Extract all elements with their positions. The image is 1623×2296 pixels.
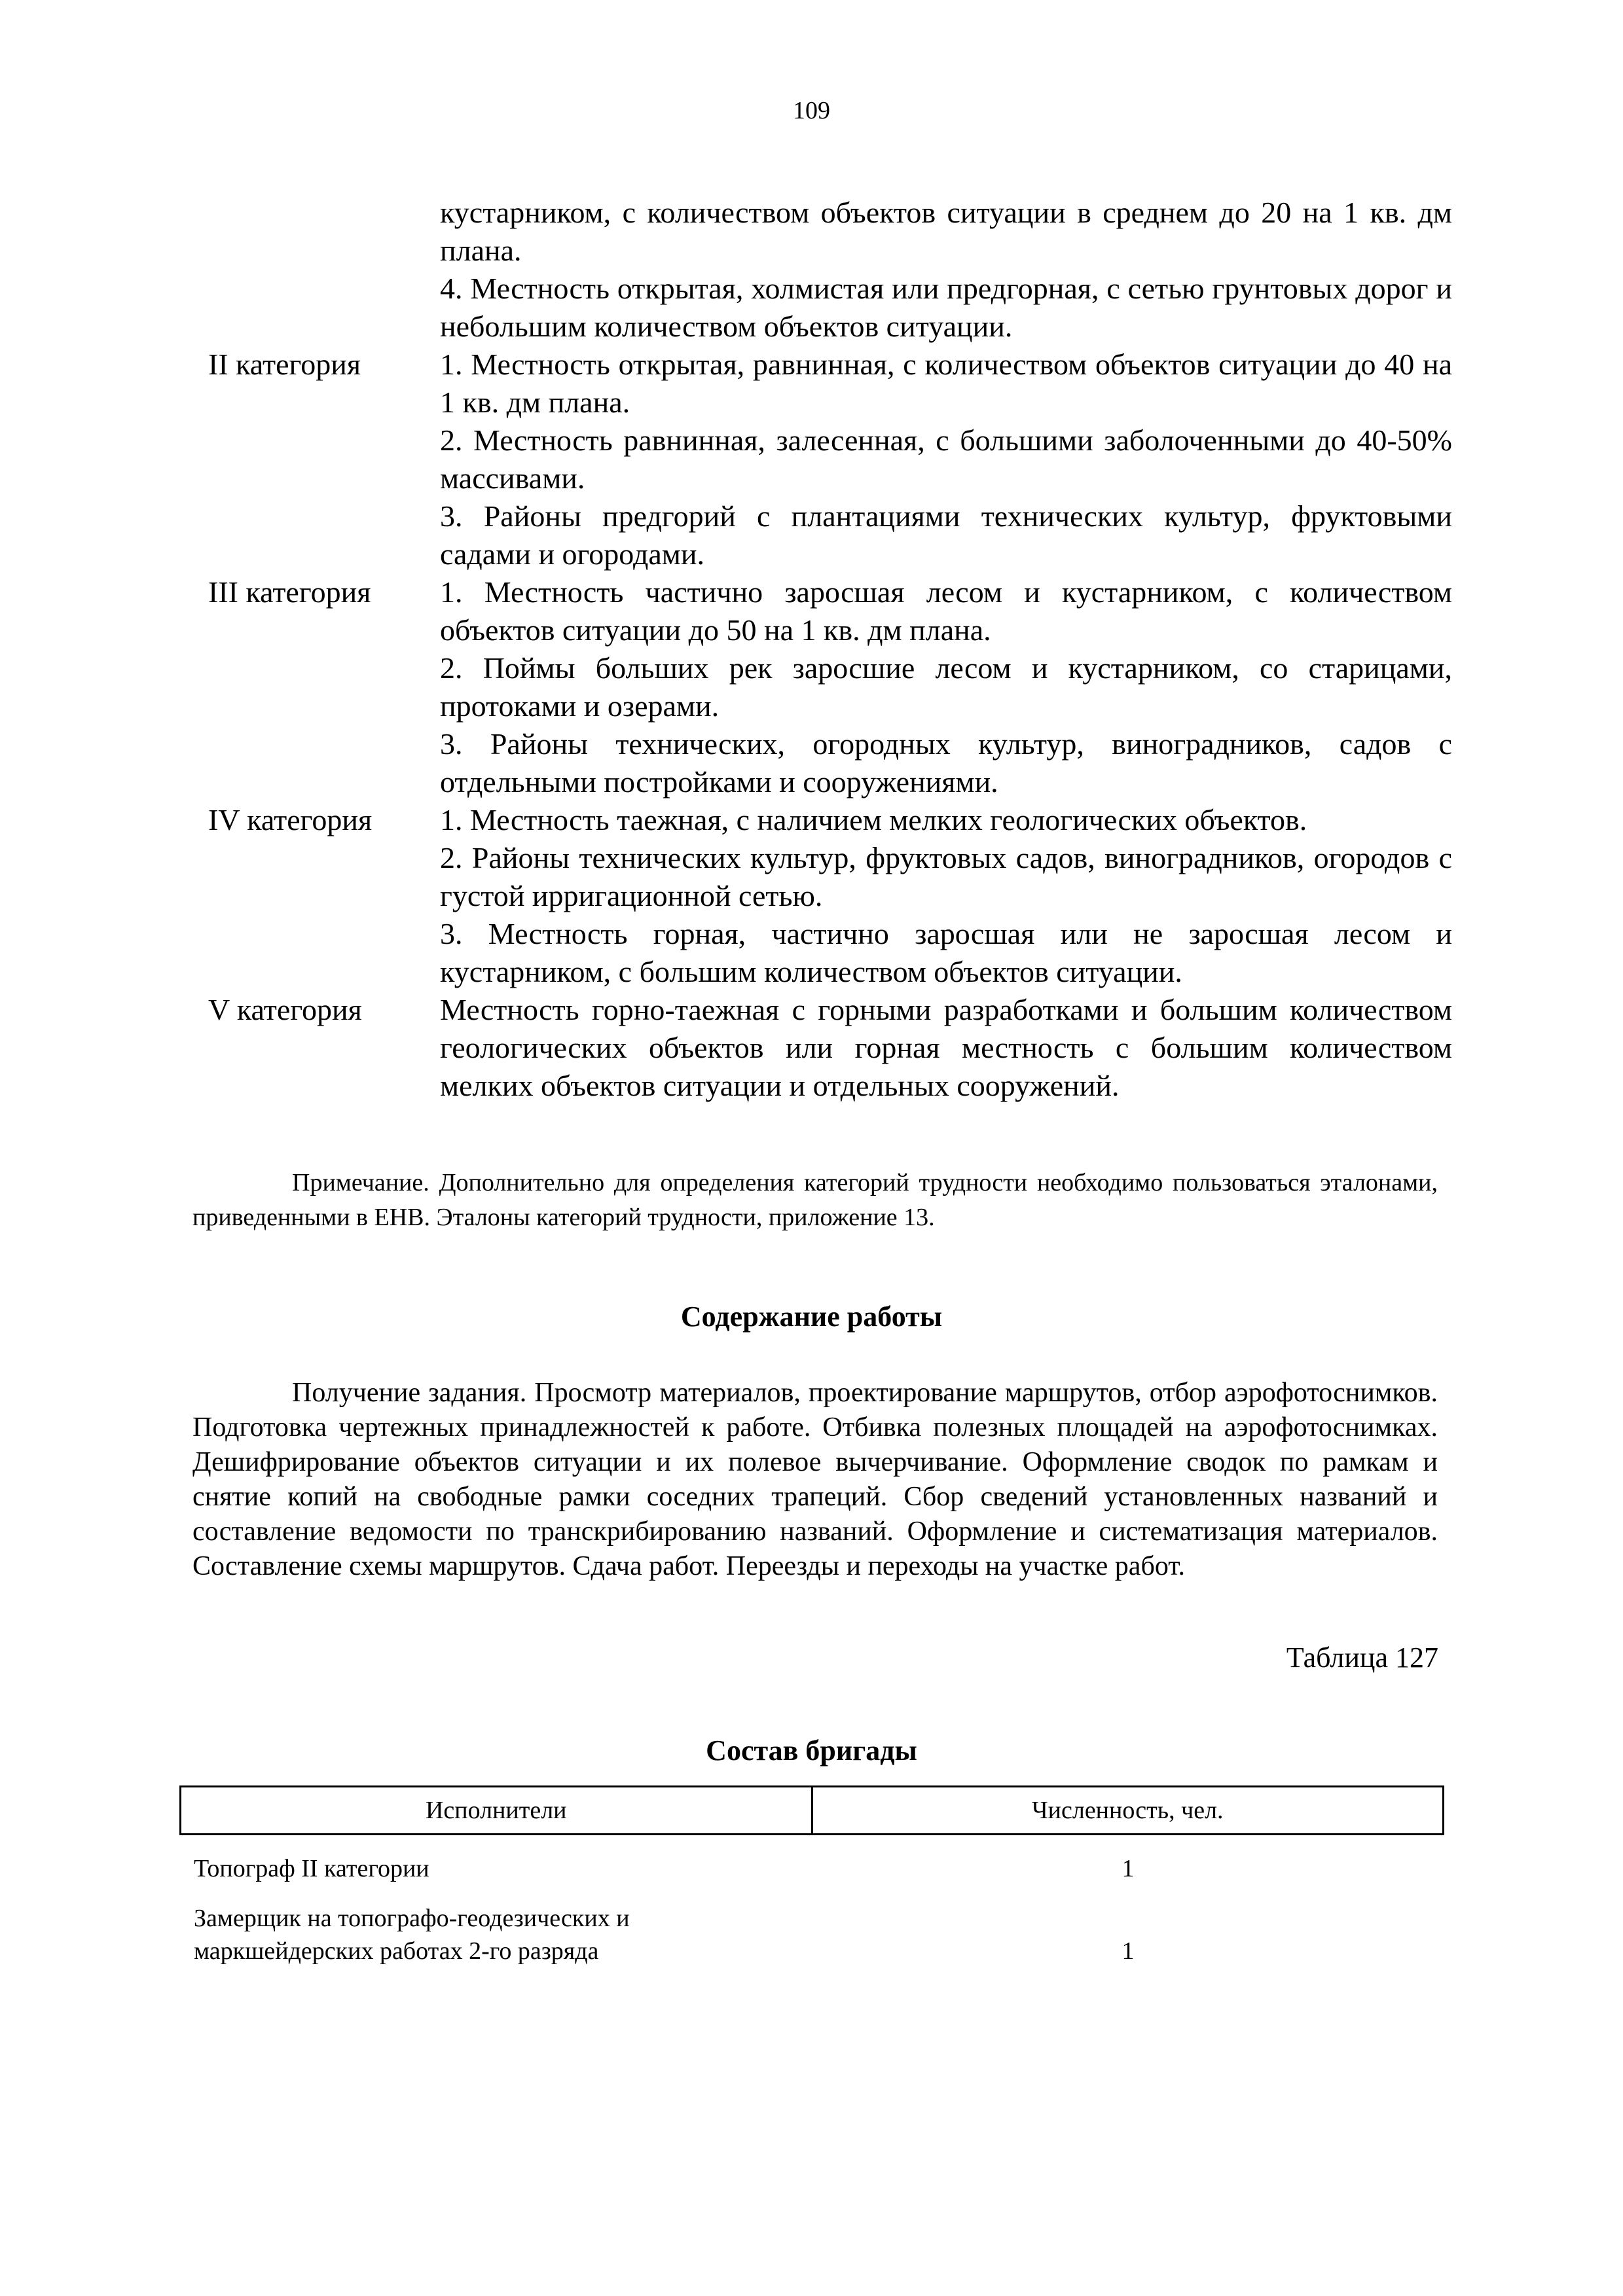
category-item: 3. Районы предгорий с плантациями технических культур, фруктовыми садами и огородами. <box>440 499 1452 571</box>
category-description <box>440 194 1452 346</box>
category-row <box>208 573 1452 801</box>
category-label: IV категория <box>208 803 373 836</box>
category-item: 2. Поймы больших рек заросшие лесом и кустарником, со старицами, протоками и озерами. <box>440 651 1452 723</box>
note: Примечание. Дополнительно для определения категорий трудности необходимо пользоваться эталонами, приведенными в ЕНВ. Эталоны категорий трудности, приложение 13. <box>192 1169 1438 1231</box>
category-description <box>440 573 1452 801</box>
category-label: II категория <box>208 348 361 381</box>
table-row <box>179 1902 1444 1967</box>
category-row <box>208 801 1452 991</box>
page-number: 109 <box>793 97 830 124</box>
category-label: III категория <box>208 575 371 609</box>
category-item: 4. Местность открытая, холмистая или предгорная, с сетью грунтовых дорог и небольшим количеством объектов ситуации. <box>440 272 1452 343</box>
category-description <box>440 346 1452 573</box>
header-headcount: Численность, чел. <box>811 1787 1443 1833</box>
table-header-row <box>179 1785 1444 1835</box>
category-row <box>208 346 1452 573</box>
performer-count: 1 <box>1122 1855 1135 1882</box>
category-description <box>440 801 1452 991</box>
table-row <box>179 1852 1444 1885</box>
category-description <box>440 991 1452 1105</box>
category-item: 1. Местность открытая, равнинная, с количеством объектов ситуации до 40 на 1 кв. дм плана. <box>440 348 1452 419</box>
crew-table <box>179 1785 1444 1967</box>
category-item: 1. Местность таежная, с наличием мелких геологических объектов. <box>440 803 1307 836</box>
content-heading: Содержание работы <box>680 1300 943 1333</box>
category-item: Местность горно-таежная с горными разработками и большим количеством геологических объектов или горная местность с большим количеством мелких объектов ситуации и отдельных сооружений. <box>440 993 1452 1102</box>
performer-name: Замерщик на топографо-геодезических и маркшейдерских работах 2-го разряда <box>194 1905 630 1965</box>
category-list <box>208 194 1452 1105</box>
category-item: 2. Местность равнинная, залесенная, с большими заболоченными до 40-50% массивами. <box>440 423 1452 495</box>
performer-count: 1 <box>1122 1937 1135 1965</box>
category-label: V категория <box>208 993 362 1026</box>
category-item: 1. Местность частично заросшая лесом и кустарником, с количеством объектов ситуации до 50 на 1 кв. дм плана. <box>440 575 1452 647</box>
header-performers: Исполнители <box>425 1797 567 1824</box>
category-item: 3. Районы технических, огородных культур, виноградников, садов с отдельными постройками и сооружениями. <box>440 727 1452 798</box>
content-paragraph: Получение задания. Просмотр материалов, проектирование маршрутов, отбор аэрофотоснимков. Подготовка чертежных принадлежностей к работе. Отбивка полезных площадей на аэрофотоснимках. Дешифрирование объектов ситуации и их полевое вычерчивание. Оформление сводок по рамкам и снятие копий на свободные рамки соседних трапеций. Сбор сведений установленных названий и составление ведомости по транскрибированию названий. Оформление и систематизация материалов. Составление схемы маршрутов. Сдача работ. Переезды и переходы на участке работ. <box>192 1378 1438 1581</box>
category-item: 2. Районы технических культур, фруктовых садов, виноградников, огородов с густой ирригационной сетью. <box>440 841 1452 912</box>
category-item: кустарником, с количеством объектов ситуации в среднем до 20 на 1 кв. дм плана. <box>440 196 1452 267</box>
crew-heading: Состав бригады <box>706 1734 917 1767</box>
table-label: Таблица 127 <box>1286 1641 1438 1674</box>
category-item: 3. Местность горная, частично заросшая или не заросшая лесом и кустарником, с большим количеством объектов ситуации. <box>440 917 1452 988</box>
category-row <box>208 991 1452 1105</box>
performer-name: Топограф II категории <box>194 1855 429 1882</box>
category-row <box>208 194 1452 346</box>
